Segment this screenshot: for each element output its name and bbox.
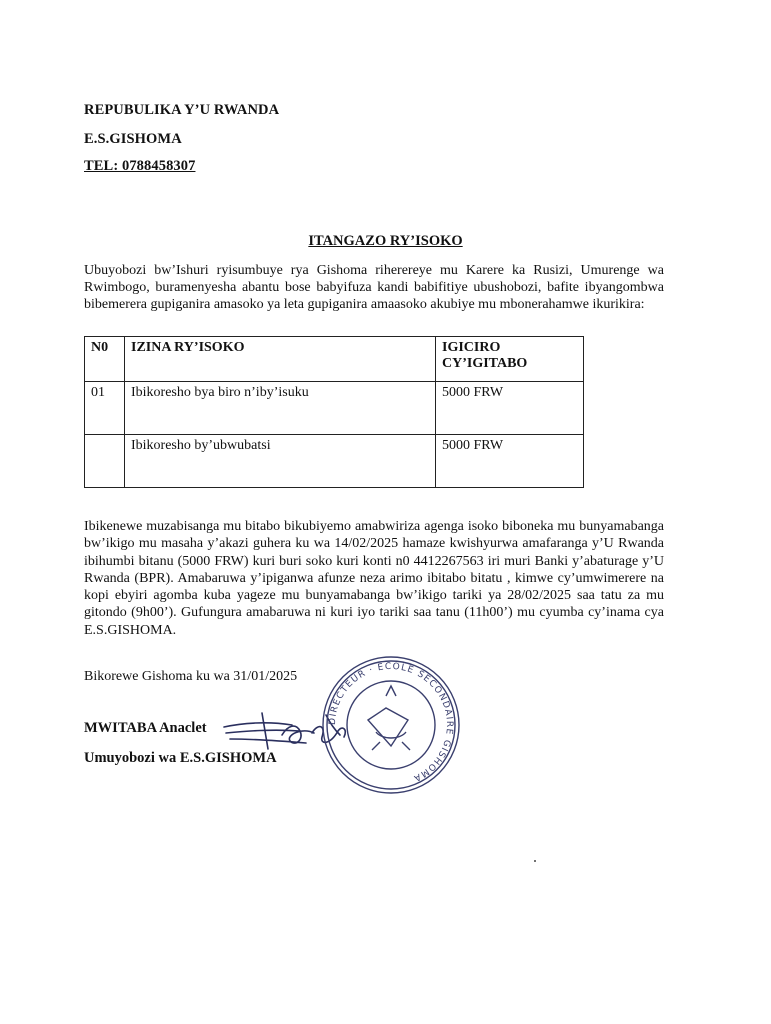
intro-paragraph: Ubuyobozi bw’Ishuri ryisumbuye rya Gishoma riherereye mu Karere ka Rusizi, Umurenge wa Rwimbogo, buramenyesha abantu bose babyifuza kandi babifitiye ubushobozi, bafite ibyangombwa bibemerera gupiganira amasoko ya leta gupiganira amaasoko akubiye mu mbonerahamwe ikurikira: [84, 263, 664, 312]
column-header-number: N0 [85, 337, 125, 382]
column-header-tender-name: IZINA RY’ISOKO [125, 337, 436, 382]
signer-name: MWITABA Anaclet [84, 720, 207, 736]
cell-tender-name: Ibikoresho bya biro n’iby’isuku [125, 382, 436, 435]
country-heading: REPUBULIKA Y’U RWANDA [84, 102, 280, 118]
cell-number [85, 435, 125, 488]
scan-speck [534, 860, 536, 862]
school-name: E.S.GISHOMA [84, 131, 182, 147]
notice-title: ITANGAZO RY’ISOKO [308, 233, 463, 249]
official-stamp [316, 650, 466, 800]
instructions-paragraph: Ibikenewe muzabisanga mu bitabo bikubiyemo amabwiriza agenga isoko biboneka mu bunyamabanga bw’ikigo mu masaha y’akazi guhera ku wa 14/02/2025 hamaze kwishyurwa amafaranga y’U Rwanda ibihumbi bitanu (5000 FRW) kuri buri soko kuri konti n0 4412267563 iri muri Banki y’abaturage y’U Rwanda (BPR). Amabaruwa y’ipiganwa afunze neza arimo ibitabo bitatu , kimwe cy’umwimerere na kopi ebyiri agomba kuba yageze mu bunyamabanga bw’ikigo tariki ya 28/02/2025 saa tatu za mu gitondo (9h00’). Gufungura amabaruwa ni kuri iyo tariki saa tanu (11h00’) mu cyumba cy’inama cya E.S.GISHOMA. [84, 519, 664, 638]
school-phone: TEL: 0788458307 [84, 158, 196, 174]
cell-number: 01 [85, 382, 125, 435]
signer-role: Umuyobozi wa E.S.GISHOMA [84, 750, 277, 766]
table-row [85, 435, 584, 488]
cell-price: 5000 FRW [436, 435, 584, 488]
stamp-ring-text: DIRECTEUR · ECOLE SECONDAIRE GISHOMA [327, 661, 455, 784]
tender-table [84, 336, 584, 488]
cell-tender-name: Ibikoresho by’ubwubatsi [125, 435, 436, 488]
date-line: Bikorewe Gishoma ku wa 31/01/2025 [84, 669, 298, 684]
table-row [85, 382, 584, 435]
table-header-row [85, 337, 584, 382]
cell-price: 5000 FRW [436, 382, 584, 435]
column-header-document-price: IGICIRO CY’IGITABO [436, 337, 584, 382]
